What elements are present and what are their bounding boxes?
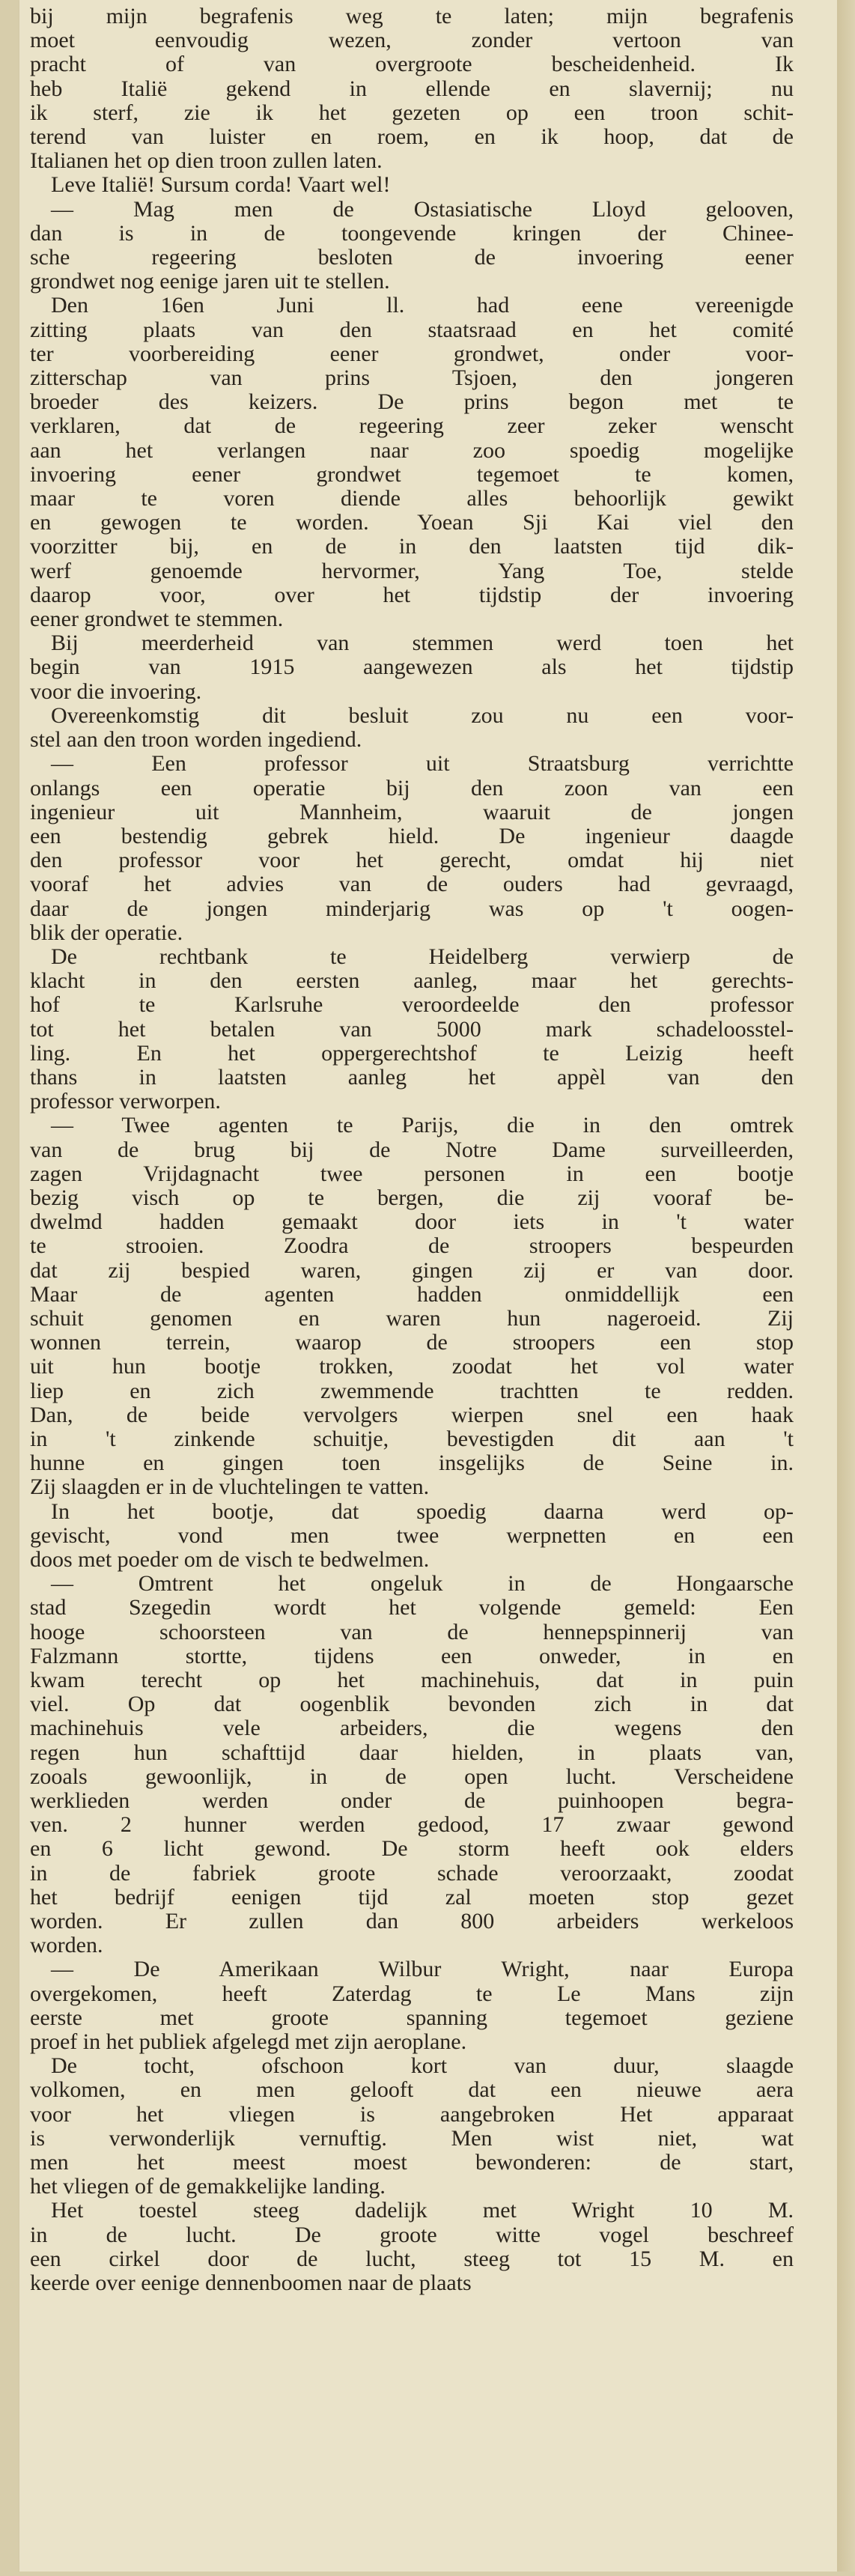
text-line: het vliegen of de gemakkelijke landing. bbox=[30, 2174, 386, 2199]
article-paragraph bbox=[30, 2054, 794, 2199]
text-line: — Een professor uit Straatsburg verrichtte bbox=[51, 751, 794, 777]
text-line: het bedrijf eenigen tijd zal moeten stop gezet bbox=[30, 1884, 794, 1910]
text-line: Den 16en Juni ll. had eene vereenigde bbox=[51, 293, 794, 318]
text-line: Dan, de beide vervolgers wierpen snel een haak bbox=[30, 1402, 794, 1427]
text-line: den professor voor het gerecht, omdat hij niet bbox=[30, 848, 794, 873]
article-paragraph bbox=[30, 4, 794, 173]
text-line: Italianen het op dien troon zullen laten. bbox=[30, 148, 383, 174]
clipping-edge-shadow bbox=[837, 0, 855, 2576]
text-line: liep en zich zwemmende trachtten te redden. bbox=[30, 1378, 794, 1403]
text-line: voor het vliegen is aangebroken Het apparaat bbox=[30, 2101, 794, 2127]
text-line: werf genoemde hervormer, Yang Toe, stelde bbox=[30, 558, 794, 583]
text-line: hof te Karlsruhe veroordeelde den professor bbox=[30, 992, 794, 1018]
text-line: dat zij bespied waren, gingen zij er van door. bbox=[30, 1257, 794, 1283]
text-line: werklieden werden onder de puinhoopen begra- bbox=[30, 1788, 794, 1814]
text-line: ingenieur uit Mannheim, waaruit de jongen bbox=[30, 799, 794, 824]
text-line: zitting plaats van den staatsraad en het comité bbox=[30, 317, 794, 342]
text-line: stad Szegedin wordt het volgende gemeld: Een bbox=[30, 1595, 794, 1620]
article-paragraph bbox=[30, 631, 794, 704]
article-paragraph bbox=[30, 704, 794, 752]
text-line: in de lucht. De groote witte vogel beschreef bbox=[30, 2222, 794, 2247]
text-line: in de fabriek groote schade veroorzaakt, zoodat bbox=[30, 1860, 794, 1886]
text-line: invoering eener grondwet tegemoet te komen, bbox=[30, 461, 794, 487]
text-line: doos met poeder om de visch te bedwelmen. bbox=[30, 1547, 430, 1572]
text-line: hooge schoorsteen van de hennepspinnerij van bbox=[30, 1619, 794, 1644]
text-line: begin van 1915 aangewezen als het tijdstip bbox=[30, 654, 794, 680]
text-line: Overeenkomstig dit besluit zou nu een voor- bbox=[51, 702, 794, 728]
text-line: ling. En het oppergerechtshof te Leizig heeft bbox=[30, 1040, 794, 1066]
text-line: terend van luister en roem, en ik hoop, dat de bbox=[30, 124, 794, 150]
text-line: Het toestel steeg dadelijk met Wright 10 M. bbox=[51, 2198, 794, 2223]
text-line: maar te voren diende alles behoorlijk gewikt bbox=[30, 486, 794, 511]
text-line: ven. 2 hunner werden gedood, 17 zwaar gewond bbox=[30, 1812, 794, 1838]
text-line: te strooien. Zoodra de stroopers bespeurden bbox=[30, 1233, 794, 1259]
text-line: vooraf het advies van de ouders had gevraagd, bbox=[30, 872, 794, 897]
bottom-cut-edge bbox=[0, 2572, 855, 2576]
article-paragraph bbox=[30, 945, 794, 1114]
article-paragraph bbox=[30, 198, 794, 294]
text-line: In het bootje, dat spoedig daarna werd op- bbox=[51, 1498, 794, 1524]
text-line: — De Amerikaan Wilbur Wright, naar Europa bbox=[51, 1957, 794, 1982]
text-line: onlangs een operatie bij den zoon van een bbox=[30, 775, 794, 801]
text-line: dwelmd hadden gemaakt door iets in 't water bbox=[30, 1209, 794, 1235]
text-line: Leve Italië! Sursum corda! Vaart wel! bbox=[51, 172, 391, 198]
text-line: hunne en gingen toen insgelijks de Seine in. bbox=[30, 1450, 794, 1476]
text-line: sche regeering besloten de invoering eener bbox=[30, 245, 794, 270]
text-line: professor verworpen. bbox=[30, 1089, 221, 1114]
text-line: moet eenvoudig wezen, zonder vertoon van bbox=[30, 28, 794, 53]
text-line: gevischt, vond men twee werpnetten en een bbox=[30, 1522, 794, 1548]
text-line: Zij slaagden er in de vluchtelingen te vatten. bbox=[30, 1474, 430, 1500]
text-line: en 6 licht gewond. De storm heeft ook elders bbox=[30, 1836, 794, 1862]
text-line: — Omtrent het ongeluk in de Hongaarsche bbox=[51, 1571, 794, 1597]
text-line: dan is in de toongevende kringen der Chinee- bbox=[30, 220, 794, 246]
text-line: — Twee agenten te Parijs, die in den omtrek bbox=[51, 1113, 794, 1138]
text-line: Falzmann stortte, tijdens een onweder, in en bbox=[30, 1643, 794, 1668]
text-line: klacht in den eersten aanleg, maar het gerechts- bbox=[30, 968, 794, 994]
article-paragraph bbox=[30, 2199, 794, 2295]
text-line: eener grondwet te stemmen. bbox=[30, 607, 284, 632]
text-line: thans in laatsten aanleg het appèl van den bbox=[30, 1064, 794, 1090]
text-line: zitterschap van prins Tsjoen, den jongeren bbox=[30, 365, 794, 391]
text-line: — Mag men de Ostasiatische Lloyd gelooven, bbox=[51, 196, 794, 222]
text-line: in 't zinkende schuitje, bevestigden dit aan 't bbox=[30, 1426, 794, 1451]
text-line: Maar de agenten hadden onmiddellijk een bbox=[30, 1281, 794, 1307]
article-paragraph bbox=[30, 294, 794, 631]
text-line: broeder des keizers. De prins begon met te bbox=[30, 389, 794, 415]
text-line: volkomen, en men gelooft dat een nieuwe aera bbox=[30, 2077, 794, 2103]
text-line: zooals gewoonlijk, in de open lucht. Verscheidene bbox=[30, 1764, 794, 1789]
text-line: bezig visch op te bergen, die zij vooraf be- bbox=[30, 1185, 794, 1210]
text-line: proef in het publiek afgelegd met zijn aeroplane. bbox=[30, 2029, 467, 2055]
text-line: zagen Vrijdagnacht twee personen in een bootje bbox=[30, 1161, 794, 1186]
text-line: pracht of van overgroote bescheidenheid. Ik bbox=[30, 52, 794, 77]
article-paragraph bbox=[30, 1572, 794, 1957]
text-line: kwam terecht op het machinehuis, dat in puin bbox=[30, 1668, 794, 1693]
text-line: heb Italië gekend in ellende en slavernij; nu bbox=[30, 76, 794, 101]
text-line: men het meest moest bewonderen: de start, bbox=[30, 2150, 794, 2175]
text-line: De rechtbank te Heidelberg verwierp de bbox=[51, 944, 794, 969]
text-line: keerde over eenige dennenboomen naar de plaats bbox=[30, 2270, 472, 2296]
article-paragraph bbox=[30, 752, 794, 945]
text-line: wonnen terrein, waarop de stroopers een stop bbox=[30, 1330, 794, 1355]
text-line: machinehuis vele arbeiders, die wegens den bbox=[30, 1716, 794, 1741]
article-text bbox=[30, 4, 794, 2295]
text-line: grondwet nog eenige jaren uit te stellen. bbox=[30, 269, 390, 294]
text-line: De tocht, ofschoon kort van duur, slaagde bbox=[51, 2053, 794, 2079]
text-line: ik sterf, zie ik het gezeten op een troon schit- bbox=[30, 100, 794, 125]
text-line: regen hun schafttijd daar hielden, in plaats van, bbox=[30, 1740, 794, 1765]
text-line: schuit genomen en waren hun nageroeid. Zij bbox=[30, 1305, 794, 1331]
article-paragraph bbox=[30, 1957, 794, 2054]
text-line: voor die invoering. bbox=[30, 678, 202, 704]
text-line: worden. Er zullen dan 800 arbeiders werkeloos bbox=[30, 1909, 794, 1934]
text-line: daarop voor, over het tijdstip der invoering bbox=[30, 582, 794, 607]
text-line: tot het betalen van 5000 mark schadeloosstel- bbox=[30, 1016, 794, 1042]
text-line: aan het verlangen naar zoo spoedig mogelijke bbox=[30, 437, 794, 463]
text-line: overgekomen, heeft Zaterdag te Le Mans zijn bbox=[30, 1981, 794, 2006]
text-line: ter voorbereiding eener grondwet, onder voor- bbox=[30, 341, 794, 366]
text-line: van de brug bij de Notre Dame surveilleerden, bbox=[30, 1137, 794, 1162]
text-line: is verwonderlijk vernuftig. Men wist niet, wat bbox=[30, 2125, 794, 2151]
article-paragraph bbox=[30, 1114, 794, 1499]
article-paragraph bbox=[30, 1500, 794, 1573]
text-line: blik der operatie. bbox=[30, 920, 183, 945]
text-line: een cirkel door de lucht, steeg tot 15 M. en bbox=[30, 2246, 794, 2271]
text-line: worden. bbox=[30, 1933, 103, 1958]
text-line: en gewogen te worden. Yoean Sji Kai viel den bbox=[30, 510, 794, 535]
text-line: voorzitter bij, en de in den laatsten tijd dik- bbox=[30, 534, 794, 559]
text-line: een bestendig gebrek hield. De ingenieur daagde bbox=[30, 823, 794, 848]
text-line: stel aan den troon worden ingediend. bbox=[30, 727, 362, 753]
text-line: bij mijn begrafenis weg te laten; mijn begrafenis bbox=[30, 4, 794, 28]
article-paragraph bbox=[30, 173, 794, 197]
text-line: daar de jongen minderjarig was op 't oogen- bbox=[30, 896, 794, 921]
text-line: verklaren, dat de regeering zeer zeker wenscht bbox=[30, 413, 794, 439]
text-line: Bij meerderheid van stemmen werd toen het bbox=[51, 631, 794, 656]
text-line: viel. Op dat oogenblik bevonden zich in dat bbox=[30, 1692, 794, 1717]
text-line: eerste met groote spanning tegemoet geziene bbox=[30, 2005, 794, 2030]
text-line: uit hun bootje trokken, zoodat het vol water bbox=[30, 1354, 794, 1379]
